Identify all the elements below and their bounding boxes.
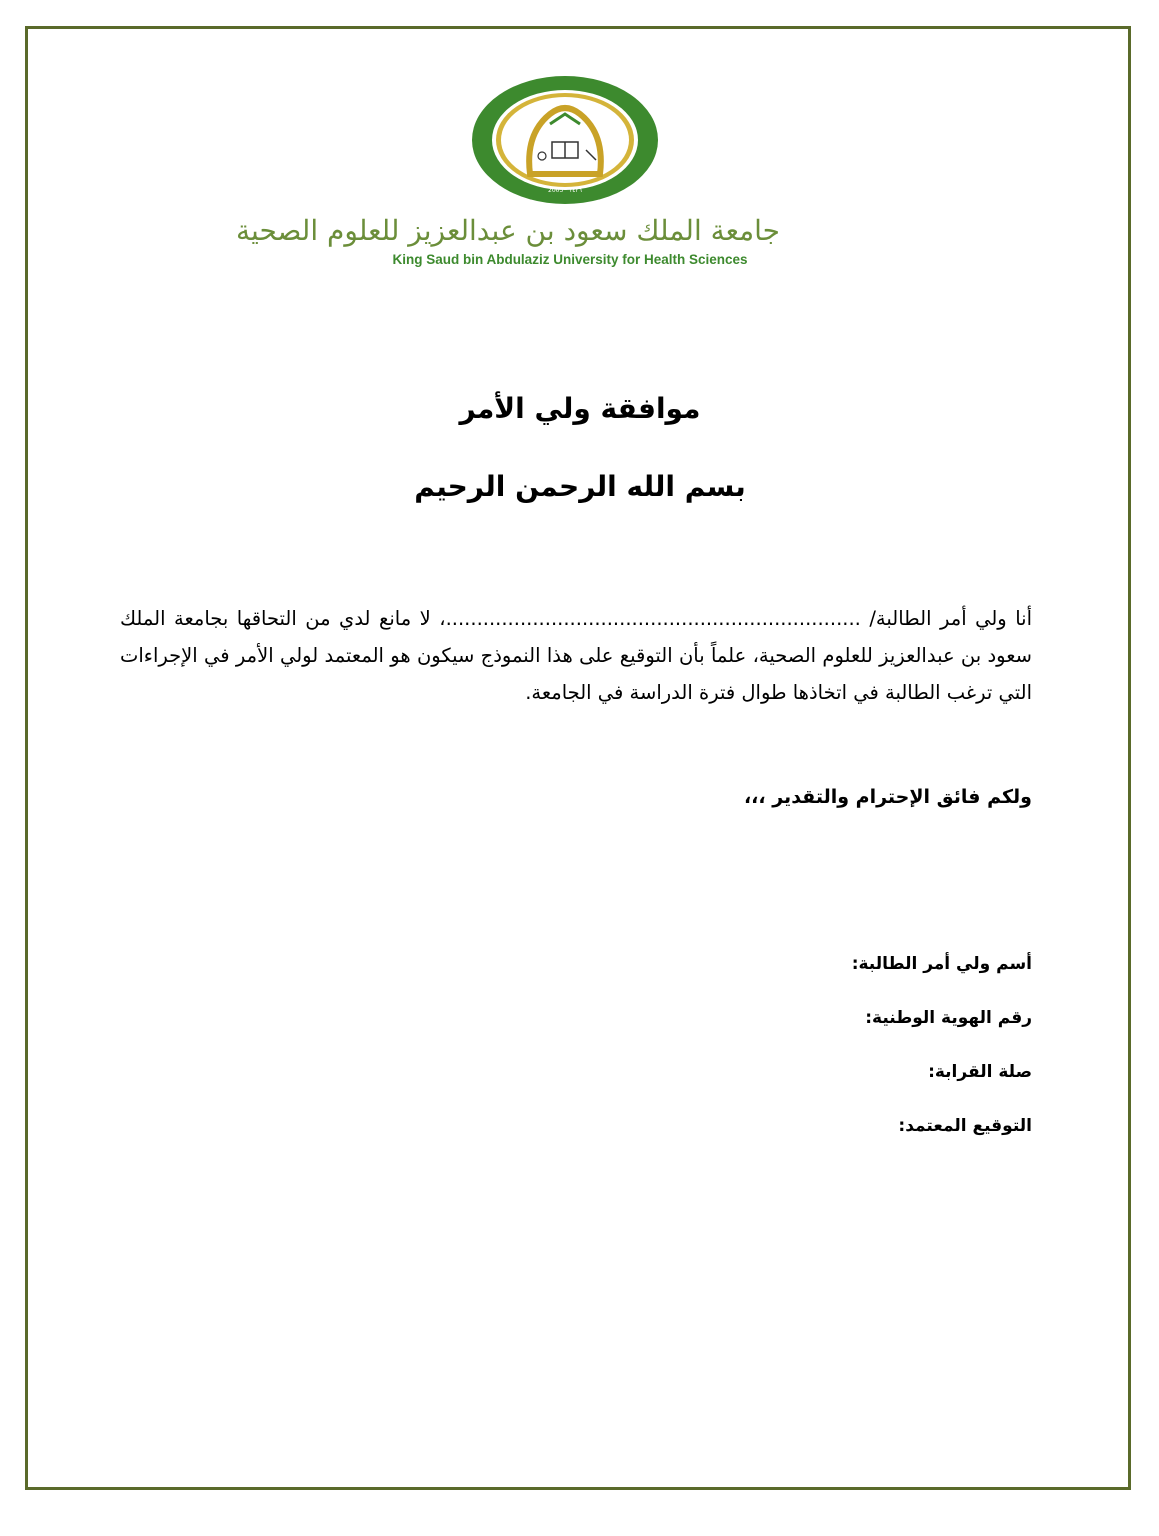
- signature-field: التوقيع المعتمد:: [898, 1116, 1032, 1136]
- signature-fields: [600, 952, 1032, 1168]
- consent-paragraph: أنا ولي أمر الطالبة/ ...................................................................، لا مانع لدي من التحاقها بجامعة الملك سعود بن عبدالعزيز للعلوم الصحية، علماً بأن التوقيع على هذا النموذج سيكون هو المعتمد لولي الأمر في الإجراءات التي ترغب الطالبة في اتخاذها طوال فترة الدراسة في الجامعة.: [120, 607, 1032, 704]
- basmala: بسم الله الرحمن الرحيم: [414, 470, 746, 503]
- closing-line: ولكم فائق الإحترام والتقدير ،،،: [743, 786, 1032, 808]
- document-title: موافقة ولي الأمر: [459, 392, 701, 425]
- university-seal-logo: [470, 74, 660, 206]
- guardian-name-field: أسم ولي أمر الطالبة:: [851, 954, 1032, 974]
- university-english-name: King Saud bin Abdulaziz University for Health Sciences: [392, 252, 748, 267]
- relationship-field: صلة القرابة:: [928, 1062, 1032, 1082]
- university-arabic-name: جامعة الملك سعود بن عبدالعزيز للعلوم الصحية: [235, 214, 780, 247]
- national-id-field: رقم الهوية الوطنية:: [865, 1008, 1032, 1028]
- seal-years: 2005 · ١٤٢٦: [548, 187, 582, 194]
